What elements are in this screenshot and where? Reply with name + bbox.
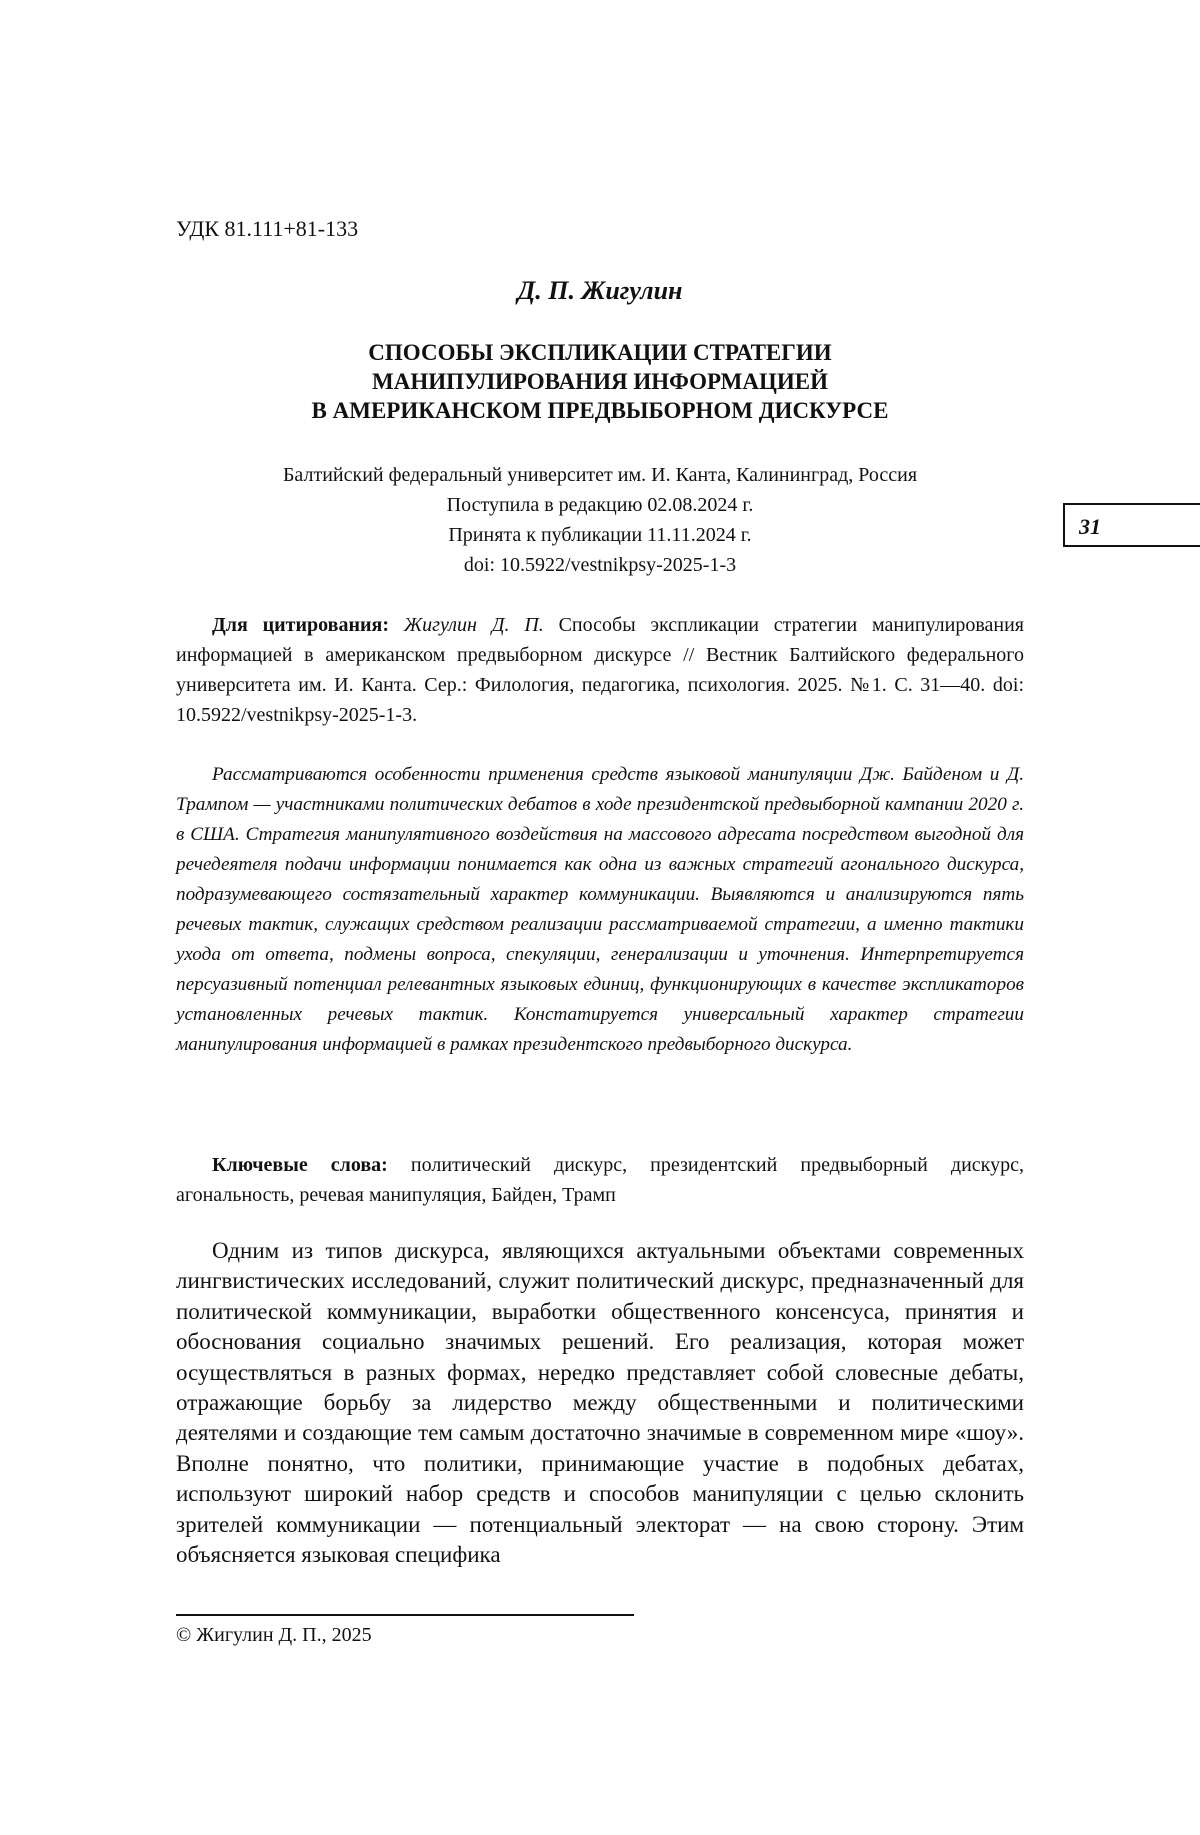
copyright-footnote: © Жигулин Д. П., 2025 [176, 1624, 372, 1646]
citation-block [176, 610, 1024, 730]
body-paragraph: Одним из типов дискурса, являющихся актуальными объектами современных лингвистических исследований, служит политический дискурс, предназначенный для политической коммуникации, выработки общественного консенсуса, принятия и обоснования социально значимых решений. Его реализация, которая может осуществляться в разных формах, нередко представляет собой словесные дебаты, отражающие борьбу за лидерство между общественными и политическими деятелями и создающие тем самым достаточно значимые в современном мире «шоу». Вполне понятно, что политики, принимающие участие в подобных дебатах, используют широкий набор средств и способов манипуляции с целью склонить зрителей коммуникации — потенциальный электорат — на свою сторону. Этим объясняется языковая специфика [176, 1238, 1024, 1568]
article-meta [0, 460, 1200, 580]
footnote-divider [176, 1614, 634, 1616]
affiliation: Балтийский федеральный университет им. И. Канта, Калининград, Россия [282, 464, 918, 486]
page-number-box [1063, 503, 1200, 547]
keywords-label: Ключевые слова: [212, 1154, 388, 1176]
keywords-block [176, 1150, 1024, 1210]
title-line-1: СПОСОБЫ ЭКСПЛИКАЦИИ СТРАТЕГИИ [368, 340, 832, 365]
citation-label: Для цитирования: [212, 614, 389, 636]
received-date: Поступила в редакцию 02.08.2024 г. [446, 494, 754, 516]
accepted-date: Принята к публикации 11.11.2024 г. [448, 524, 752, 546]
page-number: 31 [1079, 514, 1101, 539]
doi: doi: 10.5922/vestnikpsy-2025-1-3 [463, 554, 737, 576]
abstract: Рассматриваются особенности применения средств языковой манипуляции Дж. Байденом и Д. Трампом — участниками политических дебатов в ходе президентской предвыборной кампании 2020 г. в США. Стратегия манипулятивного воздействия на массового адресата посредством выгодной для речедеятеля подачи информации понимается как одна из важных стратегий агонального дискурса, подразумевающего состязательный характер коммуникации. Выявляются и анализируются пять речевых тактик, служащих средством реализации рассматриваемой стратегии, а именно тактики ухода от ответа, подмены вопроса, спекуляции, генерализации и уточнения. Интерпретируется персуазивный потенциал релевантных языковых единиц, функционирующих в качестве экспликаторов установленных речевых тактик. Констатируется универсальный характер стратегии манипулирования информацией в рамках президентского предвыборного дискурса. [176, 764, 1024, 1055]
title-line-3: В АМЕРИКАНСКОМ ПРЕДВЫБОРНОМ ДИСКУРСЕ [311, 398, 889, 423]
udk-code: УДК 81.111+81-133 [176, 216, 359, 241]
article-title [0, 338, 1200, 425]
citation-text: Способы экспликации стратегии манипулирования информацией в американском предвыборном дискурсе // Вестник Балтийского федерального университета им. И. Канта. Сер.: Филология, педагогика, психология. 2025. №1. С. 31—40. doi: 10.5922/vestnikpsy-2025-1-3. [176, 614, 1025, 726]
article-author: Д. П. Жигулин [517, 276, 683, 305]
keywords-text: политический дискурс, президентский предвыборный дискурс, агональность, речевая манипуляция, Байден, Трамп [176, 1154, 1024, 1206]
citation-author: Жигулин Д. П. [403, 614, 544, 636]
title-line-2: МАНИПУЛИРОВАНИЯ ИНФОРМАЦИЕЙ [372, 369, 828, 394]
